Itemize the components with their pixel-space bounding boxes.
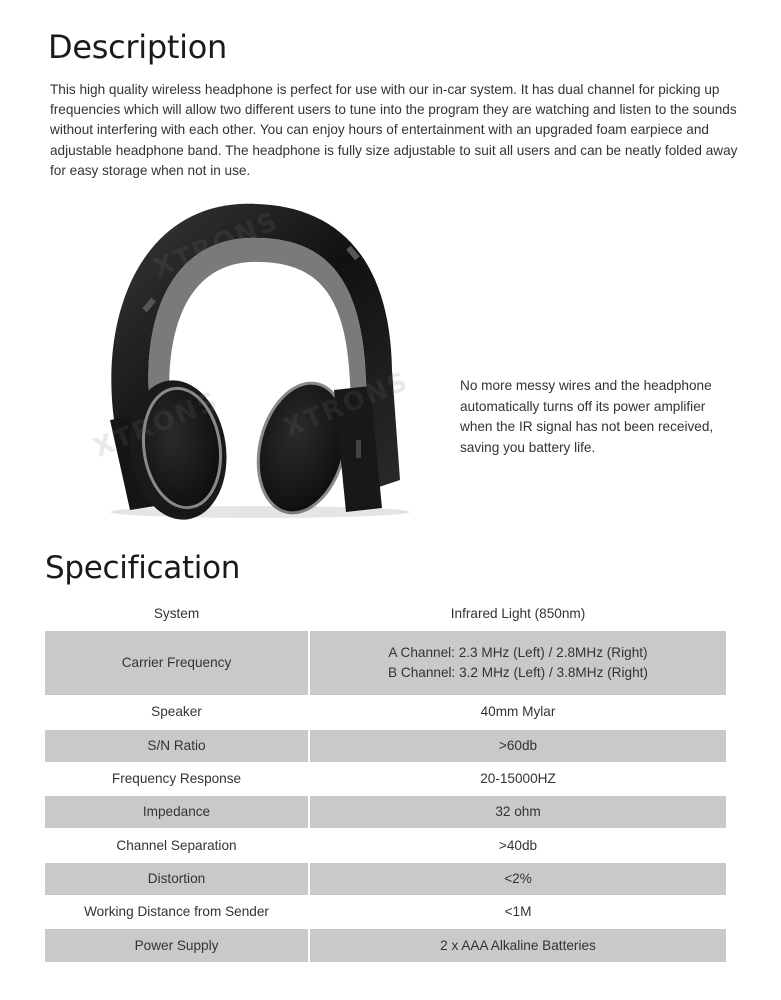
spec-label: Working Distance from Sender <box>45 896 309 929</box>
spec-value: >40db <box>498 837 538 853</box>
headphone-illustration <box>70 190 440 520</box>
spec-value: 40mm Mylar <box>480 704 556 720</box>
spec-value-line: B Channel: 3.2 MHz (Left) / 3.8MHz (Right) <box>388 665 648 681</box>
spec-row <box>45 696 726 729</box>
spec-row <box>45 796 726 829</box>
spec-value-line: A Channel: 2.3 MHz (Left) / 2.8MHz (Right) <box>388 645 648 661</box>
spec-label: Speaker <box>45 696 309 729</box>
spec-value: 32 ohm <box>309 796 726 829</box>
spec-row <box>45 631 726 696</box>
spec-value: <1M <box>504 904 532 920</box>
spec-value: <2% <box>309 862 726 895</box>
specification-heading: Specification <box>45 550 241 586</box>
spec-row <box>45 729 726 762</box>
spec-value: >60db <box>309 729 726 762</box>
description-heading: Description <box>48 28 227 66</box>
spec-value: 20-15000HZ <box>480 771 556 787</box>
spec-value: Infrared Light (850nm) <box>450 606 586 622</box>
spec-label: S/N Ratio <box>45 729 309 762</box>
specification-table <box>45 598 726 963</box>
spec-label: Distortion <box>45 862 309 895</box>
spec-value: 2 x AAA Alkaline Batteries <box>309 929 726 962</box>
feature-note: No more messy wires and the headphone automatically turns off its power amplifier when the IR signal has not been received, saving you battery life. <box>460 378 714 455</box>
product-image <box>70 190 440 520</box>
spec-label: Channel Separation <box>45 829 309 862</box>
spec-label: Carrier Frequency <box>45 631 309 696</box>
spec-row <box>45 829 726 862</box>
spec-label: Power Supply <box>45 929 309 962</box>
spec-label: Impedance <box>45 796 309 829</box>
spec-row <box>45 598 726 631</box>
spec-value <box>309 631 726 696</box>
spec-row <box>45 896 726 929</box>
description-text: This high quality wireless headphone is perfect for use with our in-car system. It has dual channel for picking up frequencies which will allow two different users to tune into the program they are watching and listen to the sounds without interfering with each other. You can enjoy hours of entertainment with an upgraded foam earpiece and adjustable headphone band. The headphone is fully size adjustable to suit all users and can be neatly folded away for easy storage when not in use. <box>50 82 738 178</box>
spec-row <box>45 929 726 962</box>
spec-row <box>45 862 726 895</box>
spec-label: System <box>45 598 309 631</box>
spec-label: Frequency Response <box>45 762 309 795</box>
spec-row <box>45 762 726 795</box>
